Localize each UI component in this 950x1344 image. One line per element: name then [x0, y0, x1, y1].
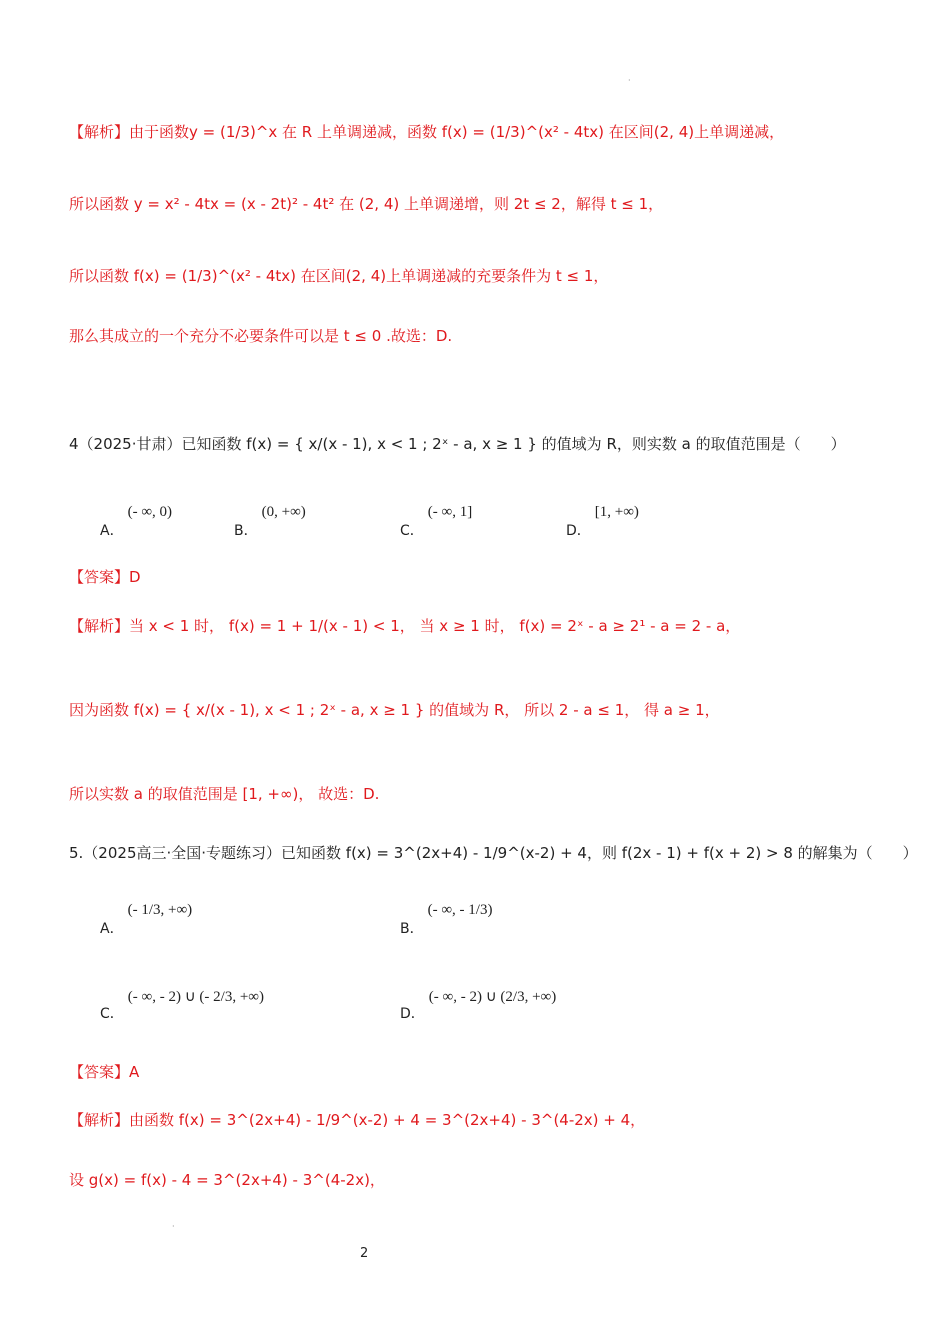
option-value: (- ∞, - 1/3) [427, 902, 493, 918]
option-value: (- ∞, - 2) ∪ (- 2/3, +∞) [127, 989, 264, 1005]
option-label: B． [234, 523, 258, 539]
scan-dot: · [172, 1222, 175, 1231]
q5-analysis-line-1: 【解析】由函数 f(x) = 3^(2x+4) - 1/9^(x-2) + 4 = 3^(2x+4) - 3^(4-2x) + 4， [69, 1111, 646, 1129]
q4-analysis-line-1: 【解析】当 x < 1 时， f(x) = 1 + 1/(x - 1) < 1， 当 x ≥ 1 时， f(x) = 2ˣ - a ≥ 2¹ - a = 2 - a， [69, 617, 741, 635]
q4-analysis-line-2: 因为函数 f(x) = { x/(x - 1), x < 1 ; 2ˣ - a, x ≥ 1 } 的值域为 R， 所以 2 - a ≤ 1， 得 a ≥ 1， [69, 701, 720, 719]
q3-analysis-line-2: 所以函数 y = x² - 4tx = (x - 2t)² - 4t² 在 (2, 4) 上单调递增，则 2t ≤ 2，解得 t ≤ 1， [69, 195, 664, 213]
option-value: (- ∞, 0) [127, 504, 173, 520]
option-label: A． [100, 921, 124, 937]
q5-analysis-line-2: 设 g(x) = f(x) - 4 = 3^(2x+4) - 3^(4-2x)， [69, 1171, 385, 1189]
q4-stem: 4（2025·甘肃）已知函数 f(x) = { x/(x - 1), x < 1 ; 2ˣ - a, x ≥ 1 } 的值域为 R，则实数 a 的取值范围是（ ） [69, 435, 846, 453]
option-label: D． [400, 1006, 425, 1022]
scan-dot: · [628, 76, 631, 85]
q5-option-c[interactable] [100, 989, 264, 1023]
option-label: A． [100, 523, 124, 539]
q5-option-b[interactable] [400, 902, 493, 938]
q5-option-d[interactable] [400, 989, 557, 1023]
option-label: B． [400, 921, 424, 937]
q3-analysis-line-3: 所以函数 f(x) = (1/3)^(x² - 4tx) 在区间(2, 4)上单调递减的充要条件为 t ≤ 1， [69, 267, 609, 285]
q5-option-a[interactable] [100, 902, 193, 938]
q5-stem: 5.（2025高三·全国·专题练习）已知函数 f(x) = 3^(2x+4) - 1/9^(x-2) + 4，则 f(2x - 1) + f(x + 2) > 8 的解集为（ ） [69, 844, 918, 862]
q4-option-d[interactable] [566, 504, 639, 540]
option-label: D． [566, 523, 591, 539]
q4-option-b[interactable] [234, 504, 306, 540]
option-value: (- ∞, 1] [427, 504, 473, 520]
q4-option-c[interactable] [400, 504, 473, 540]
page-number: 2 [360, 1246, 369, 1261]
option-label: C． [400, 523, 424, 539]
q3-analysis-line-1: 【解析】由于函数y = (1/3)^x 在 R 上单调递减，函数 f(x) = (1/3)^(x² - 4tx) 在区间(2, 4)上单调递减， [69, 123, 785, 141]
q4-option-a[interactable] [100, 504, 173, 540]
option-value: (- ∞, - 2) ∪ (2/3, +∞) [428, 989, 557, 1005]
option-label: C． [100, 1006, 124, 1022]
option-value: (0, +∞) [261, 504, 306, 520]
q4-answer: 【答案】D [69, 568, 141, 586]
option-value: [1, +∞) [594, 504, 639, 520]
option-value: (- 1/3, +∞) [127, 902, 193, 918]
q4-analysis-line-3: 所以实数 a 的取值范围是 [1, +∞)， 故选：D. [69, 785, 380, 803]
q5-answer: 【答案】A [69, 1063, 140, 1081]
q3-analysis-line-4: 那么其成立的一个充分不必要条件可以是 t ≤ 0 .故选：D. [69, 327, 453, 345]
